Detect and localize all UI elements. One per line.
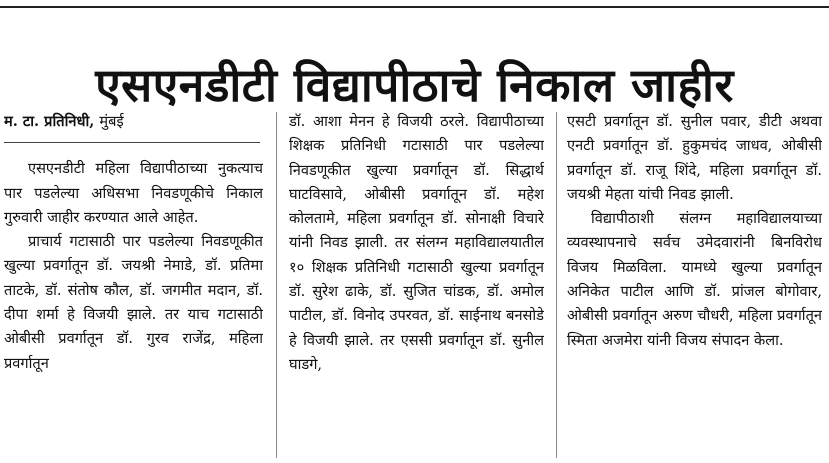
article-column-1 <box>4 110 263 460</box>
byline <box>4 110 263 134</box>
byline-author: म. टा. प्रतिनिधी, <box>4 113 95 130</box>
headline: एसएनडीटी विद्यापीठाचे निकाल जाहीर <box>95 57 734 112</box>
byline-city: मुंबई <box>99 113 124 130</box>
column2-paragraph-1: डॉ. आशा मेनन हे विजयी ठरले. विद्यापीठाच्या शिक्षक प्रतिनिधी गटासाठी पार पडलेल्या निवडणूकीत खुल्या प्रवर्गातून डॉ. सिद्धार्थ घाटविसावे, ओबीसी प्रवर्गातून डॉ. महेश कोलतामे, महिला प्रवर्गातून डॉ. सोनाक्षी विचारे यांनी निवड झाली. तर संलग्न महाविद्यालयातील १० शिक्षक प्रतिनिधी गटासाठी खुल्या प्रवर्गातून डॉ. सुरेश ढाके, डॉ. सुजित चांडक, डॉ. अमोल पाटील, डॉ. विनोद उपरवत, डॉ. साईनाथ बनसोडे हे विजयी झाले. तर एससी प्रवर्गातून डॉ. सुनील घाडगे, <box>289 113 544 373</box>
column-divider-1 <box>276 112 277 458</box>
article-column-3 <box>567 110 822 460</box>
column3-paragraph-2: विद्यापीठाशी संलग्न महाविद्यालयाच्या व्यवस्थापनाचे सर्वच उमेदवारांनी बिनविरोध विजय मिळविला. यामध्ये खुल्या प्रवर्गातून अनिकेत पाटील आणि डॉ. प्रांजल बोगोवार, ओबीसी प्रवर्गातून अरुण चौधरी, महिला प्रवर्गातून स्मिता अजमेरा यांनी विजय संपादन केला. <box>567 210 822 349</box>
column3-paragraph-1: एसटी प्रवर्गातून डॉ. सुनील पवार, डीटी अथवा एनटी प्रवर्गातून डॉ. हुकुमचंद जाधव, ओबीसी प्रवर्गातून डॉ. राजू शिंदे, महिला प्रवर्गातून डॉ. जयश्री मेहता यांची निवड झाली. <box>567 113 822 203</box>
article-column-2 <box>289 110 544 460</box>
column1-paragraph-2: प्राचार्य गटासाठी पार पडलेल्या निवडणूकीत खुल्या प्रवर्गातून डॉ. जयश्री नेमाडे, डॉ. प्रतिमा ताटके, डॉ. संतोष कौल, डॉ. जगमीत मदान, डॉ. दीपा शर्मा हे विजयी झाले. तर याच गटासाठी ओबीसी प्रवर्गातून डॉ. गुरव राजेंद्र, महिला प्रवर्गातून <box>4 233 263 372</box>
column-divider-2 <box>556 112 557 458</box>
byline-rule <box>4 142 260 143</box>
top-rule <box>0 6 829 8</box>
column1-paragraph-1: एसएनडीटी महिला विद्यापीठाच्या नुकत्याच पार पडलेल्या अधिसभा निवडणूकीचे निकाल गुरुवारी जाहीर करण्यात आले आहेत. <box>4 160 263 226</box>
